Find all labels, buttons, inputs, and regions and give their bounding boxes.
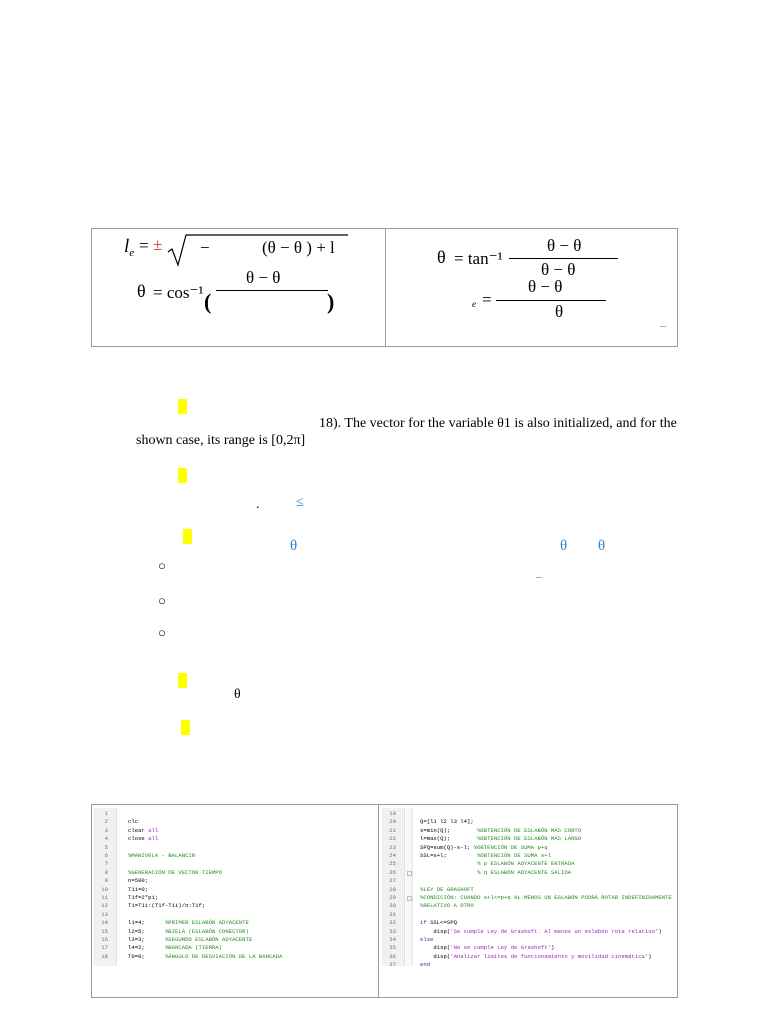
code-token: %OBTENCIÓN DE ESLABÓN MÁS CORTO — [477, 826, 582, 834]
code-token: Q=[l1 l2 l3 l4]; — [420, 818, 474, 826]
line-number: 12 — [101, 902, 108, 910]
line-number: 23 — [389, 843, 396, 851]
line-number: 7 — [104, 860, 108, 868]
line-number: 16 — [101, 936, 108, 943]
code-editor-right — [382, 808, 675, 966]
line-number: 26 — [389, 868, 396, 876]
code-token: ) — [658, 927, 662, 935]
code-line — [420, 886, 474, 894]
code-token: 'Se cumple Ley de Grashoft. Al menos un eslabón rota relativo' — [450, 927, 659, 935]
body-dot: . — [256, 497, 260, 512]
code-token: SPQ=sum(Q)-s-l; — [420, 843, 474, 851]
fold-marker-icon[interactable] — [407, 896, 412, 901]
second-denominator: θ — [555, 302, 564, 321]
tan-denominator: θ − θ — [541, 260, 576, 279]
code-line — [128, 928, 249, 936]
highlight-mark — [178, 468, 187, 483]
code-token: l3=3; — [128, 936, 165, 943]
line-number: 28 — [389, 885, 396, 893]
code-token: l4=2; — [128, 944, 165, 952]
code-token: %MANIVELA - BALANCIN — [128, 852, 196, 859]
line-number: 18 — [101, 952, 108, 960]
code-token: SSL<=SPQ — [430, 919, 457, 927]
code-line — [128, 852, 195, 860]
highlight-mark — [183, 529, 192, 544]
code-token: 'Analizar límites de funcionamiento y movilidad cinemática' — [450, 952, 649, 960]
fold-gutter — [406, 808, 413, 966]
code-line — [420, 944, 554, 952]
code-token: %ÁNGULO DE DESVIACIÓN DE LA BANCADA — [164, 952, 283, 960]
close-paren: ) — [327, 289, 335, 314]
code-line — [128, 936, 252, 944]
plus-minus-sign: ± — [153, 235, 163, 254]
code-token: %OBTENCIÓN DE ESLABÓN MÁS LARGO — [477, 835, 582, 843]
theta-symbol-a: θ — [290, 538, 298, 554]
radicand-expression: (θ − θ ) + l — [262, 238, 335, 257]
code-figure-divider — [378, 804, 379, 998]
code-line — [420, 894, 672, 902]
highlight-mark — [178, 673, 187, 688]
highlight-mark — [181, 720, 190, 735]
code-token: close — [128, 835, 149, 843]
body-line-1: 18). The vector for the variable θ1 is also initialized, and for the — [319, 416, 677, 431]
code-token: %CONDICIÓN: CUANDO s+l<=p+q AL MENOS UN ESLABÓN PODRÁ ROTAR INDEFINIDAMENTE — [420, 894, 672, 901]
code-line — [420, 936, 433, 944]
code-line — [420, 860, 574, 868]
code-token: if — [420, 919, 431, 927]
body-line-2: shown case, its range is [0,2π] — [136, 433, 306, 448]
open-paren: ( — [204, 289, 212, 314]
line-number: 34 — [389, 936, 396, 943]
line-number: 2 — [104, 818, 108, 826]
line-number: 36 — [389, 952, 396, 960]
code-token: 'No se cumple Ley de Grashoft' — [450, 944, 551, 952]
line-number: 8 — [104, 868, 108, 876]
code-token: all — [148, 835, 159, 843]
fraction-line — [496, 300, 606, 301]
line-number: 14 — [101, 919, 108, 927]
code-token: %PRIMER ESLABÓN ADYACENTE — [164, 919, 249, 927]
code-token: all — [148, 826, 159, 834]
line-number: 24 — [389, 852, 396, 859]
theta-symbol-d: θ — [234, 687, 241, 702]
code-token: %BANCADA (TIERRA) — [164, 944, 223, 952]
radicand-minus: − — [200, 238, 210, 257]
line-number: 37 — [389, 961, 396, 966]
line-number: 33 — [389, 927, 396, 935]
line-number: 4 — [104, 835, 108, 843]
code-token: SSL=s+l; — [420, 852, 478, 859]
leq-symbol: ≤ — [296, 495, 304, 510]
second-numerator: θ − θ — [528, 277, 563, 296]
highlight-mark — [178, 399, 187, 414]
code-line — [420, 827, 581, 835]
line-number: 11 — [101, 894, 108, 901]
code-token: disp( — [420, 927, 451, 935]
fraction-line — [509, 258, 618, 259]
code-token: %LEY DE GRASHOFT — [420, 885, 474, 893]
arctan-label: = tan⁻¹ — [454, 249, 503, 268]
line-number: 21 — [389, 826, 396, 834]
code-token: T1=T1i:(T1f-T1i)/n:T1f; — [128, 902, 206, 910]
line-number: 9 — [104, 877, 108, 885]
code-line — [420, 835, 581, 843]
line-number: 22 — [389, 835, 396, 843]
code-line — [420, 902, 474, 910]
code-token: l1=4; — [128, 919, 165, 927]
line-number: 25 — [389, 860, 396, 868]
tan-numerator: θ − θ — [547, 236, 582, 255]
code-token: % p ESLABÓN ADYACENTE ENTRADA — [420, 860, 575, 868]
code-token: clc — [128, 818, 139, 826]
fraction-line — [216, 290, 328, 291]
line-number: 1 — [104, 810, 108, 817]
line-number: 35 — [389, 944, 396, 952]
code-line — [128, 894, 158, 902]
code-token: %RELATIVO A OTRO — [420, 902, 474, 910]
le-symbol: $l_e$ — [124, 236, 135, 259]
code-line — [420, 869, 571, 877]
line-number: 27 — [389, 877, 396, 885]
code-line — [128, 953, 282, 961]
code-token: else — [420, 936, 434, 943]
code-line — [420, 919, 457, 927]
code-token: %OBTENCIÓN DE SUMA s+l — [477, 852, 551, 859]
line-number: 15 — [101, 927, 108, 935]
code-token: %SEGUNDO ESLABÓN ADYACENTE — [164, 936, 253, 943]
list-bullet: ○ — [158, 593, 166, 608]
code-token: T1i=0; — [128, 885, 149, 893]
theta-symbol-b: θ — [560, 538, 568, 554]
code-line — [128, 818, 138, 826]
code-line — [128, 944, 222, 952]
code-line — [420, 818, 474, 826]
code-line — [128, 902, 205, 910]
theta-symbol: θ — [437, 247, 446, 267]
code-token: T0=0; — [128, 952, 165, 960]
line-number: 5 — [104, 843, 108, 851]
code-token: ) — [648, 952, 652, 960]
line-number: 29 — [389, 894, 396, 901]
code-token: n=500; — [128, 877, 149, 885]
code-line — [128, 869, 222, 877]
code-token: %BIELA (ESLABÓN CONECTOR) — [164, 927, 249, 935]
theta-symbol: θ — [137, 281, 146, 301]
line-number: 3 — [104, 826, 108, 834]
code-token: clear — [128, 826, 149, 834]
line-number: 32 — [389, 919, 396, 927]
fold-marker-icon[interactable] — [407, 871, 412, 876]
equals-sign: = — [482, 290, 492, 309]
code-token: l=max(Q); — [420, 835, 478, 843]
equals-sign: = — [139, 236, 149, 255]
code-line — [128, 919, 249, 927]
code-token: disp( — [420, 952, 451, 960]
line-number: 17 — [101, 944, 108, 952]
line-number: 19 — [389, 810, 396, 817]
corner-mark: – — [660, 318, 666, 332]
dash-mark: – — [536, 569, 542, 583]
code-token: %GENERACIÓN DE VECTOR TIEMPO — [128, 868, 222, 876]
arccos-label: = cos⁻¹ — [153, 283, 204, 302]
code-token: T1f=2*pi; — [128, 894, 159, 901]
code-line — [420, 852, 551, 860]
list-bullet: ○ — [158, 625, 166, 640]
code-line — [420, 961, 430, 966]
code-line — [420, 844, 548, 852]
code-line — [420, 953, 652, 961]
code-line — [128, 827, 158, 835]
code-token: ) — [550, 944, 555, 952]
list-bullet: ○ — [158, 558, 166, 573]
code-token: % q ESLABÓN ADYACENTE SALIDA — [420, 868, 572, 876]
theta-symbol-c: θ — [598, 538, 606, 554]
code-token: l2=5; — [128, 927, 165, 935]
code-token: %OBTENCIÓN DE SUMA p+q — [473, 843, 548, 851]
code-editor-left — [94, 808, 372, 966]
line-number: 20 — [389, 818, 396, 826]
line-number: 13 — [101, 910, 108, 918]
table-divider — [385, 228, 386, 347]
line-number: 30 — [389, 902, 396, 910]
code-line — [128, 835, 158, 843]
line-number: 6 — [104, 852, 108, 859]
code-token: end — [420, 961, 431, 966]
code-token: s=min(Q); — [420, 826, 478, 834]
code-line — [420, 928, 662, 936]
cos-numerator: θ − θ — [246, 268, 281, 287]
code-token: disp( — [420, 944, 451, 952]
code-line — [128, 886, 148, 894]
line-number: 10 — [101, 885, 108, 893]
subscript-e: e — [472, 299, 476, 309]
line-number: 31 — [389, 910, 396, 918]
code-line — [128, 877, 148, 885]
